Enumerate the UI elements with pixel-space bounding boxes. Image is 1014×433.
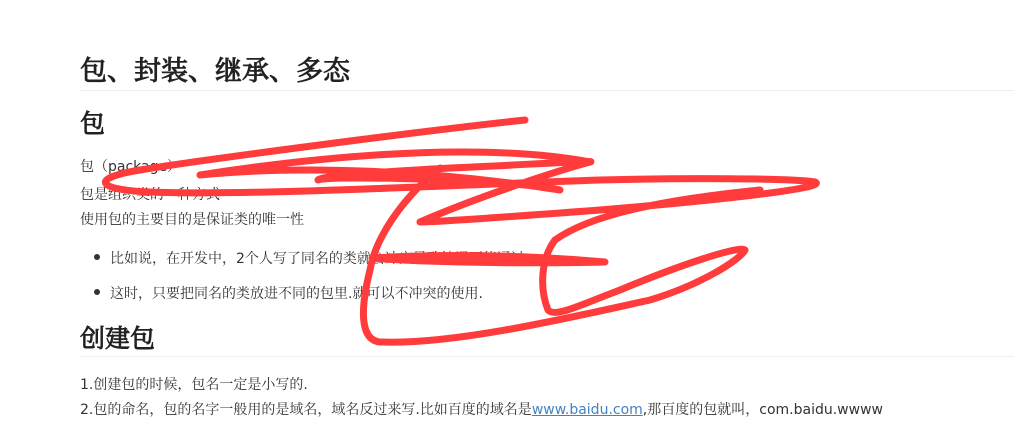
package-line-2: 包是组织类的一种方式: [80, 187, 220, 203]
baidu-link[interactable]: www.baidu.com: [531, 402, 643, 418]
heading-create-package: 创建包: [80, 324, 156, 353]
create-line-2-suffix: ,那百度的包就叫，com.baidu.wwww: [642, 402, 883, 418]
page-title: 包、封装、继承、多态: [80, 56, 350, 87]
heading-package: 包: [80, 109, 106, 138]
package-line-3: 使用包的主要目的是保证类的唯一性: [80, 212, 304, 228]
title-divider: [80, 90, 1014, 91]
bullet-icon: [94, 254, 100, 260]
create-line-2-prefix: 2.包的命名，包的名字一般用的是域名，域名反过来写.比如百度的域名是: [80, 402, 532, 418]
package-line-1: 包（package）: [80, 159, 182, 175]
list-item-text: 比如说，在开发中，2个人写了同名的类就会冲突导致编译不能通过: [110, 251, 525, 267]
list-item: [94, 249, 525, 269]
scribble-stroke: [105, 120, 816, 342]
section-divider: [80, 356, 1014, 357]
create-line-1: 1.创建包的时候，包名一定是小写的.: [80, 377, 308, 393]
create-line-2: [80, 400, 883, 420]
bullet-icon: [94, 289, 100, 295]
list-item-text: 这时，只要把同名的类放进不同的包里.就可以不冲突的使用.: [110, 286, 483, 302]
list-item: [94, 284, 483, 304]
